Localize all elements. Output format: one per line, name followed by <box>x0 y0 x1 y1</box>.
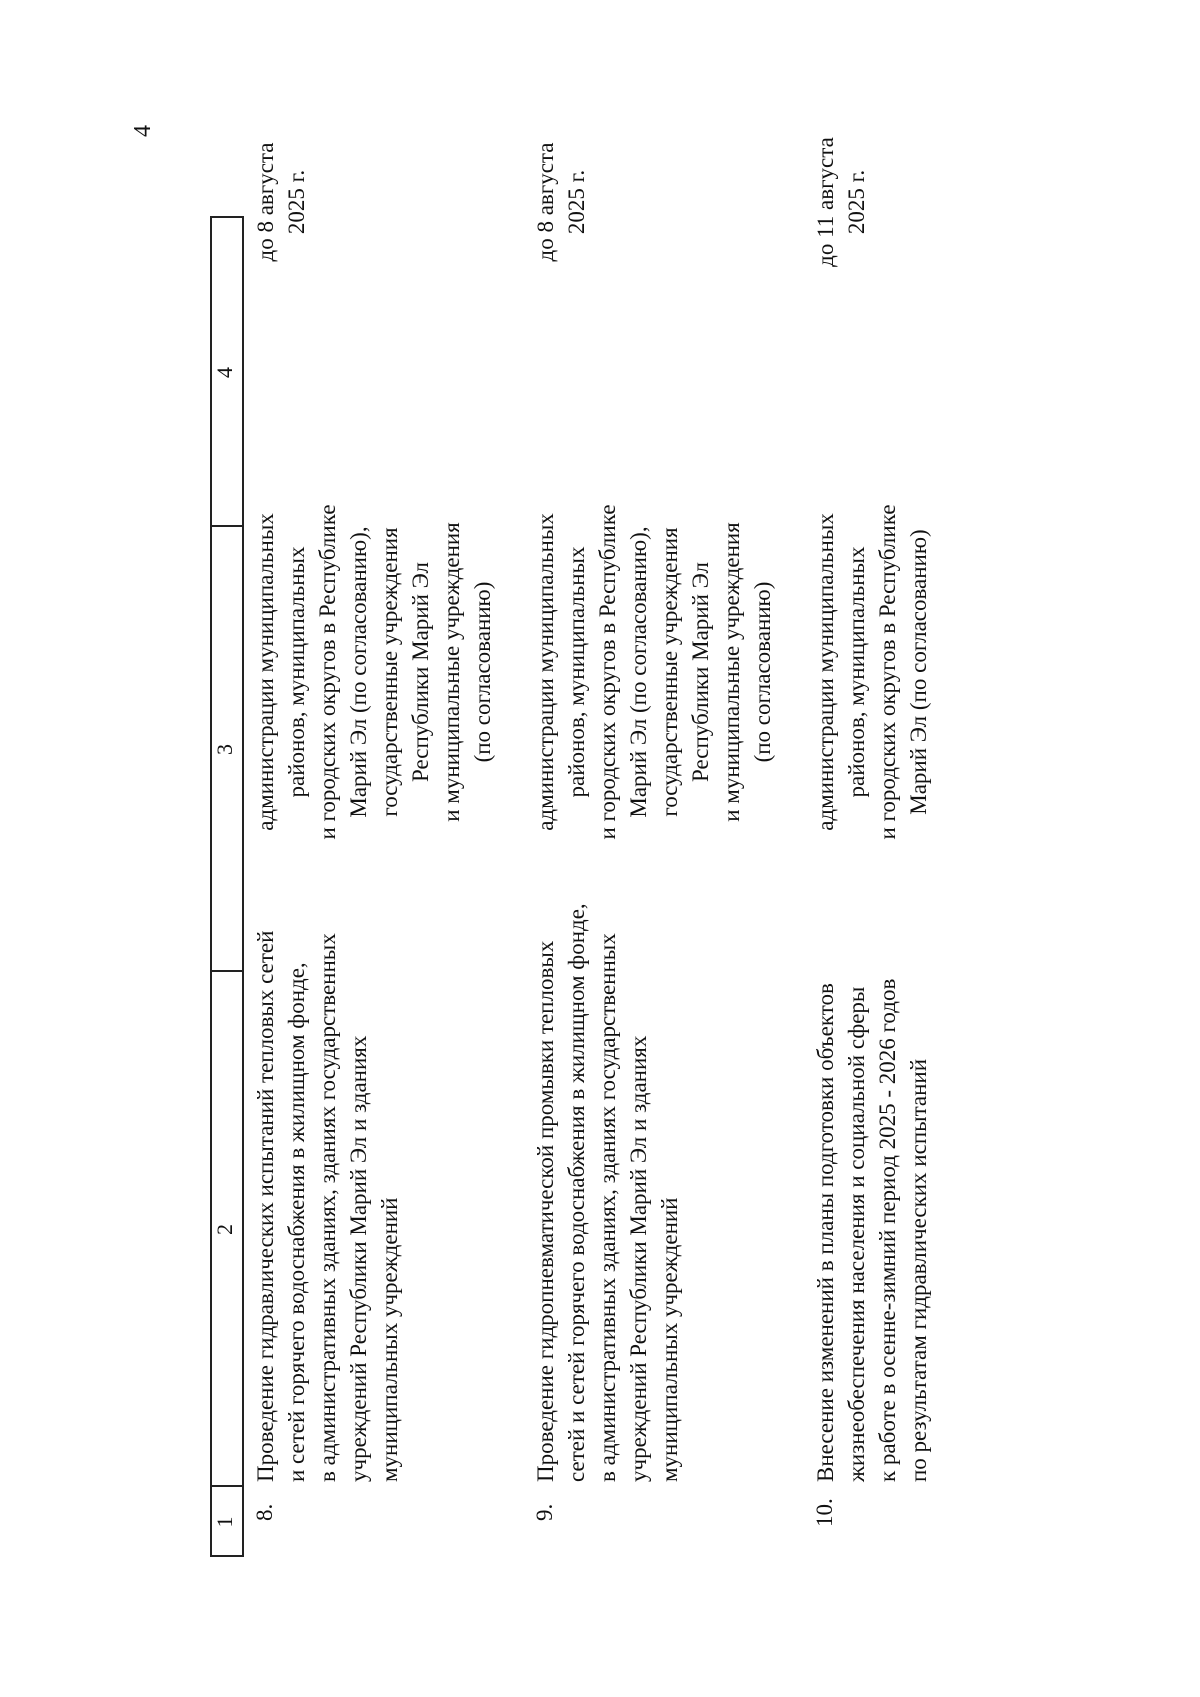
deadline <box>810 87 872 317</box>
text-line: до 11 августа <box>813 137 838 267</box>
text-line: Марий Эл (по согласованию) <box>906 529 931 815</box>
text-line: Марий Эл (по согласованию), <box>346 526 371 818</box>
text-line: Проведение гидравлических испытаний тепловых сетей <box>253 930 278 1482</box>
text-line: в административных зданиях, зданиях государственных <box>595 933 620 1482</box>
text-line: и городских округов в Республике <box>315 504 340 840</box>
text-line: Проведение гидропневматической промывки тепловых <box>533 940 558 1482</box>
column-header: 1 <box>212 1516 237 1528</box>
text-line: 2025 г. <box>844 169 869 235</box>
text-line: администрации муниципальных <box>533 513 558 831</box>
text-line: учреждений Республики Марий Эл и зданиях <box>626 1035 651 1482</box>
text-line: до 8 августа <box>533 142 558 262</box>
responsible-parties <box>250 442 498 902</box>
text-line: государственные учреждения <box>377 527 402 817</box>
page-number: 4 <box>130 125 156 137</box>
text-line: 2025 г. <box>564 169 589 235</box>
text-line: и городских округов в Республике <box>595 504 620 840</box>
text-line: в административных зданиях, зданиях государственных <box>315 933 340 1482</box>
text-line: жизнеобеспечения населения и социальной сферы <box>844 986 869 1482</box>
text-line: (по согласованию) <box>470 581 495 763</box>
text-line: и городских округов в Республике <box>875 504 900 840</box>
row-number: 9. <box>532 1503 557 1521</box>
text-line: муниципальных учреждений <box>377 1197 402 1482</box>
text-line: администрации муниципальных <box>813 513 838 831</box>
text-line: Республики Марий Эл <box>688 561 713 783</box>
text-line: к работе в осенне-зимний период 2025 - 2026 годов <box>875 978 900 1482</box>
text-line: (по согласованию) <box>750 581 775 763</box>
text-line: по результатам гидравлических испытаний <box>906 1058 931 1482</box>
task-description <box>810 978 934 1482</box>
text-line: Марий Эл (по согласованию), <box>626 526 651 818</box>
text-line: сетей и сетей горячего водоснабжения в жилищном фонде, <box>564 903 589 1482</box>
text-line: муниципальных учреждений <box>657 1197 682 1482</box>
text-line: Внесение изменений в планы подготовки объектов <box>813 983 838 1482</box>
text-line: районов, муниципальных <box>844 546 869 798</box>
responsible-parties <box>810 442 934 902</box>
row-number: 10. <box>812 1498 837 1527</box>
header-bottom-border <box>242 216 244 1557</box>
deadline <box>530 87 592 317</box>
deadline <box>250 87 312 317</box>
text-line: и муниципальные учреждения <box>719 522 744 822</box>
responsible-parties <box>530 442 778 902</box>
text-line: администрации муниципальных <box>253 513 278 831</box>
text-line: и сетей горячего водоснабжения в жилищном фонде, <box>284 962 309 1482</box>
text-line: и муниципальные учреждения <box>439 522 464 822</box>
text-line: Республики Марий Эл <box>408 561 433 783</box>
column-header: 3 <box>212 744 237 755</box>
text-line: районов, муниципальных <box>284 546 309 798</box>
column-header: 2 <box>212 1224 237 1235</box>
row-number: 8. <box>252 1503 277 1521</box>
text-line: учреждений Республики Марий Эл и зданиях <box>346 1035 371 1482</box>
column-header: 4 <box>212 367 237 378</box>
text-line: государственные учреждения <box>657 527 682 817</box>
text-line: 2025 г. <box>284 169 309 235</box>
task-description <box>250 930 405 1482</box>
text-line: районов, муниципальных <box>564 546 589 798</box>
text-line: до 8 августа <box>253 142 278 262</box>
task-description <box>530 903 685 1482</box>
